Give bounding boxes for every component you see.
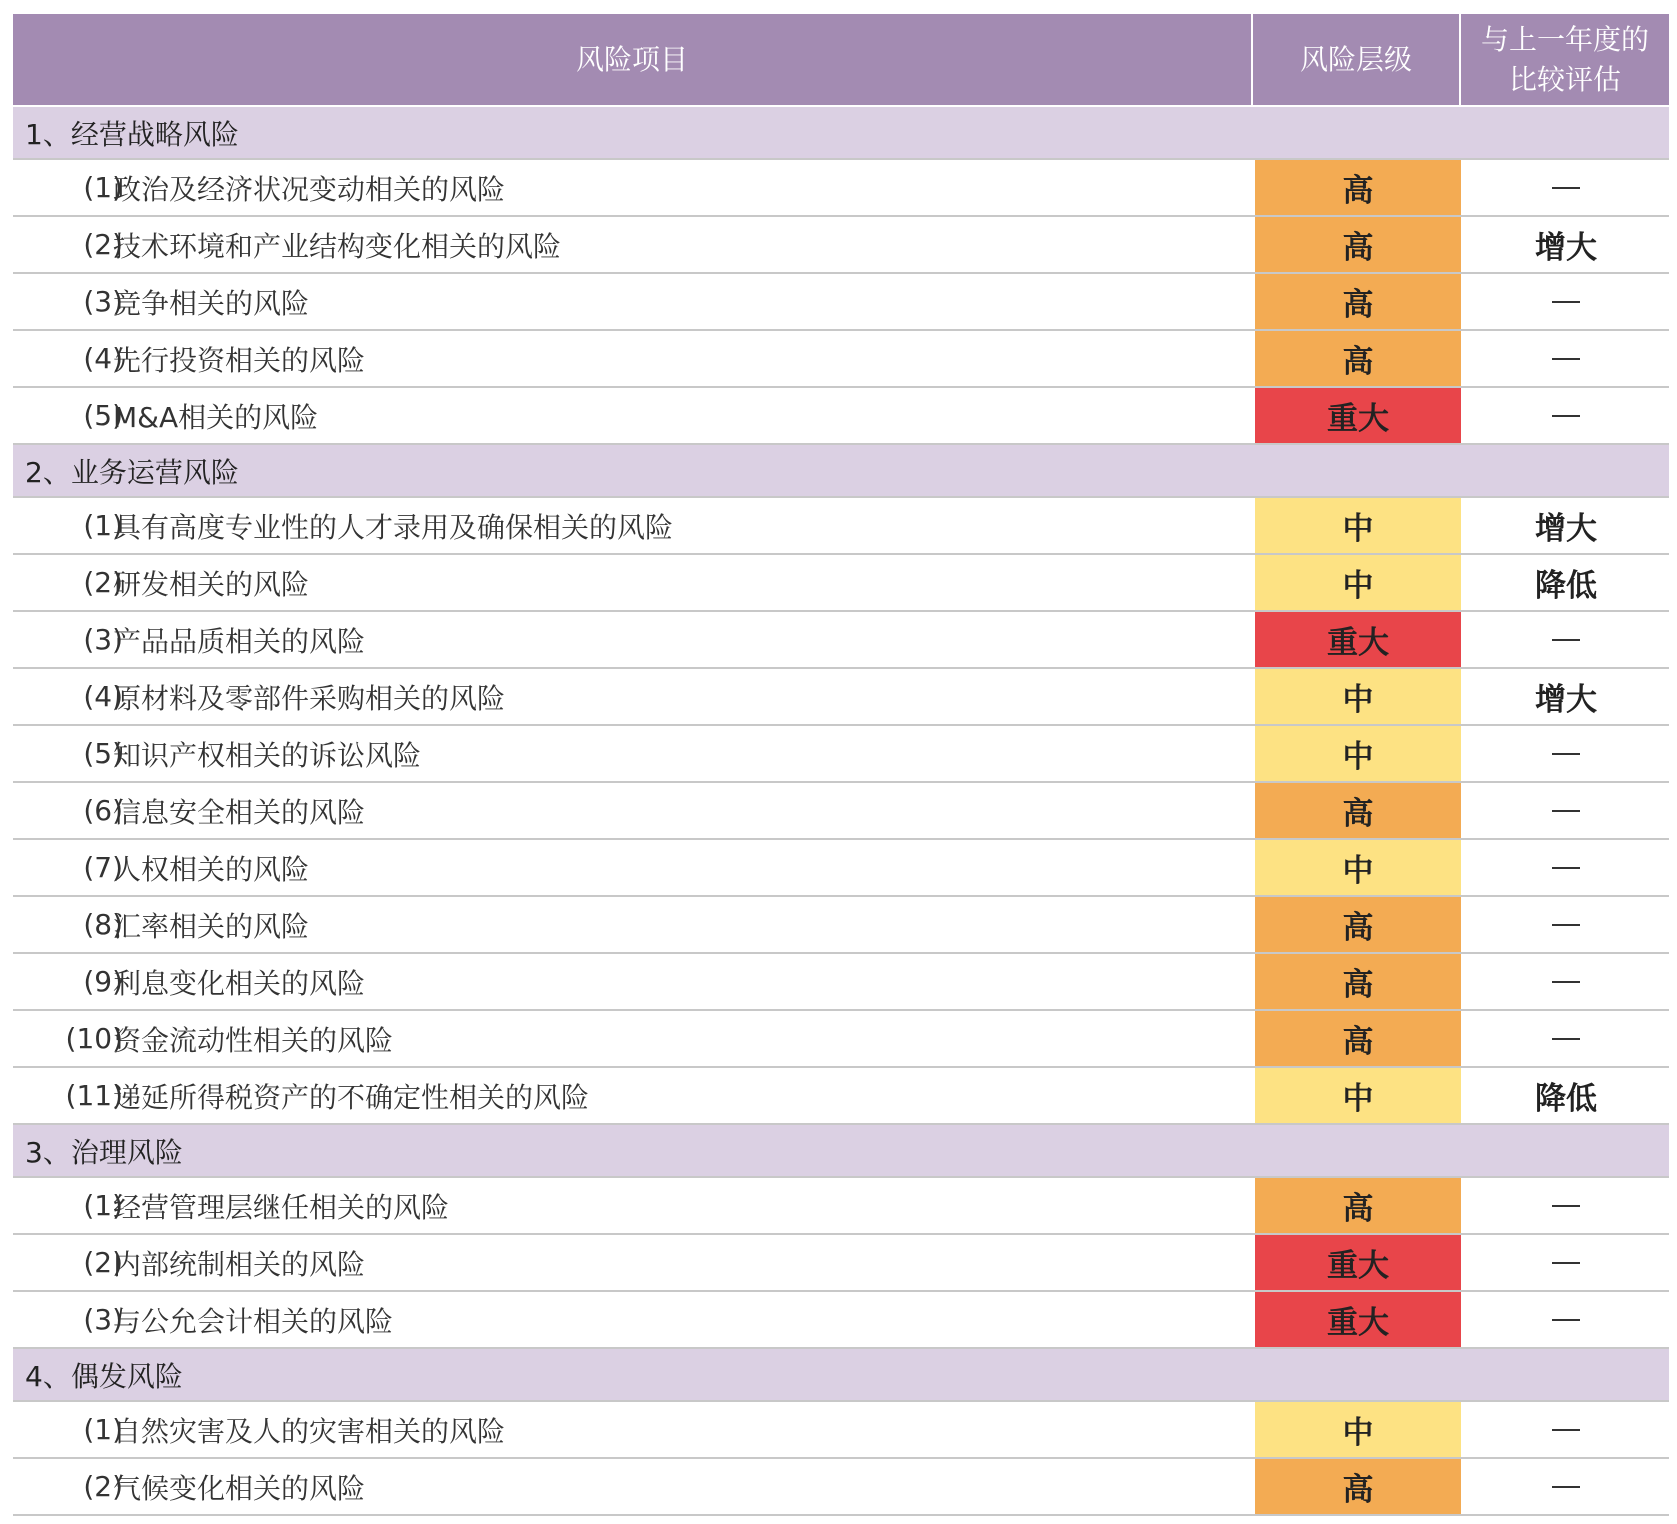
risk-level-badge: 中 <box>1255 498 1461 553</box>
change-label: 降低 <box>1535 1081 1597 1117</box>
risk-item-cell <box>13 498 1253 553</box>
risk-item-number: (5) <box>83 399 123 432</box>
no-change-dash <box>1552 1319 1580 1321</box>
no-change-dash <box>1552 810 1580 812</box>
risk-item-cell <box>13 726 1253 781</box>
table-row <box>13 840 1669 897</box>
table-row <box>13 1011 1669 1068</box>
risk-level-badge: 中 <box>1255 1402 1461 1457</box>
no-change-dash <box>1552 981 1580 983</box>
risk-item-label: 利息变化相关的风险 <box>113 966 366 1000</box>
risk-level-badge: 高 <box>1255 274 1461 329</box>
risk-item-label: 原材料及零部件采购相关的风险 <box>113 681 506 715</box>
no-change-dash <box>1552 1038 1580 1040</box>
risk-level-badge: 中 <box>1255 669 1461 724</box>
risk-item-number: (1) <box>83 509 123 542</box>
no-change-dash <box>1552 924 1580 926</box>
table-row <box>13 498 1669 555</box>
risk-item-number: (2) <box>83 228 123 261</box>
table-row <box>13 612 1669 669</box>
risk-table <box>13 14 1669 1516</box>
no-change-dash <box>1552 1429 1580 1431</box>
risk-item-cell <box>13 217 1253 272</box>
no-change-dash <box>1552 753 1580 755</box>
risk-item-number: (4) <box>83 342 123 375</box>
risk-item-number: (9) <box>83 965 123 998</box>
risk-item-number: (5) <box>83 737 123 770</box>
risk-item-number: (1) <box>83 171 123 204</box>
risk-item-cell <box>13 840 1253 895</box>
risk-item-label: 具有高度专业性的人才录用及确保相关的风险 <box>113 510 674 544</box>
section-header: 1、经营战略风险 <box>13 107 1669 160</box>
no-change-dash <box>1552 1205 1580 1207</box>
risk-item-cell <box>13 555 1253 610</box>
no-change-dash <box>1552 1486 1580 1488</box>
risk-level-badge: 中 <box>1255 555 1461 610</box>
risk-item-number: (10) <box>65 1022 123 1055</box>
risk-item-number: (3) <box>83 1303 123 1336</box>
no-change-dash <box>1552 358 1580 360</box>
header-compare-line2: 比较评估 <box>1508 62 1621 96</box>
yoy-change-cell <box>1463 274 1669 329</box>
risk-level-badge: 重大 <box>1255 388 1461 443</box>
no-change-dash <box>1552 1262 1580 1264</box>
change-label: 增大 <box>1535 230 1597 266</box>
risk-item-number: (3) <box>83 623 123 656</box>
risk-item-label: 政治及经济状况变动相关的风险 <box>113 172 506 206</box>
risk-item-label: 经营管理层继任相关的风险 <box>113 1190 450 1224</box>
header-yoy-compare <box>1461 14 1669 105</box>
risk-item-cell <box>13 669 1253 724</box>
table-row <box>13 274 1669 331</box>
yoy-change-cell <box>1463 217 1669 272</box>
risk-item-label: 气候变化相关的风险 <box>113 1471 366 1505</box>
risk-level-badge: 重大 <box>1255 612 1461 667</box>
risk-item-cell <box>13 954 1253 1009</box>
risk-item-label: 产品品质相关的风险 <box>113 624 366 658</box>
risk-item-number: (1) <box>83 1413 123 1446</box>
risk-item-label: 研发相关的风险 <box>113 567 310 601</box>
table-header <box>13 14 1669 107</box>
section-header: 2、业务运营风险 <box>13 445 1669 498</box>
section-header: 4、偶发风险 <box>13 1349 1669 1402</box>
risk-level-badge: 高 <box>1255 897 1461 952</box>
yoy-change-cell <box>1463 669 1669 724</box>
risk-item-label: M&A相关的风险 <box>113 400 319 434</box>
risk-level-badge: 重大 <box>1255 1235 1461 1290</box>
table-row <box>13 160 1669 217</box>
risk-level-badge: 高 <box>1255 783 1461 838</box>
risk-item-label: 汇率相关的风险 <box>113 909 310 943</box>
yoy-change-cell <box>1463 555 1669 610</box>
risk-item-number: (1) <box>83 1189 123 1222</box>
yoy-change-cell <box>1463 1402 1669 1457</box>
risk-item-cell <box>13 1235 1253 1290</box>
table-row <box>13 1292 1669 1349</box>
risk-level-badge: 高 <box>1255 1459 1461 1514</box>
yoy-change-cell <box>1463 840 1669 895</box>
risk-item-label: 资金流动性相关的风险 <box>113 1023 394 1057</box>
table-row <box>13 669 1669 726</box>
risk-item-label: 递延所得税资产的不确定性相关的风险 <box>113 1080 590 1114</box>
risk-item-cell <box>13 1178 1253 1233</box>
header-risk-item: 风险项目 <box>13 14 1253 105</box>
table-row <box>13 783 1669 840</box>
risk-item-label: 与公允会计相关的风险 <box>113 1304 394 1338</box>
risk-item-label: 技术环境和产业结构变化相关的风险 <box>113 229 562 263</box>
risk-item-label: 信息安全相关的风险 <box>113 795 366 829</box>
yoy-change-cell <box>1463 1178 1669 1233</box>
risk-item-label: 知识产权相关的诉讼风险 <box>113 738 422 772</box>
table-row <box>13 1235 1669 1292</box>
risk-item-number: (3) <box>83 285 123 318</box>
table-body <box>13 107 1669 1516</box>
risk-item-number: (7) <box>83 851 123 884</box>
risk-item-cell <box>13 1011 1253 1066</box>
yoy-change-cell <box>1463 954 1669 1009</box>
risk-item-number: (2) <box>83 1470 123 1503</box>
risk-level-badge: 中 <box>1255 726 1461 781</box>
risk-item-number: (2) <box>83 566 123 599</box>
risk-level-badge: 中 <box>1255 840 1461 895</box>
yoy-change-cell <box>1463 726 1669 781</box>
header-compare-line1: 与上一年度的 <box>1480 22 1649 56</box>
risk-item-cell <box>13 897 1253 952</box>
no-change-dash <box>1552 415 1580 417</box>
risk-level-badge: 高 <box>1255 1178 1461 1233</box>
risk-level-badge: 高 <box>1255 160 1461 215</box>
table-row <box>13 897 1669 954</box>
risk-item-number: (8) <box>83 908 123 941</box>
yoy-change-cell <box>1463 388 1669 443</box>
risk-item-label: 竞争相关的风险 <box>113 286 310 320</box>
no-change-dash <box>1552 187 1580 189</box>
risk-item-number: (11) <box>65 1079 123 1112</box>
risk-item-cell <box>13 612 1253 667</box>
risk-item-cell <box>13 160 1253 215</box>
table-row <box>13 1402 1669 1459</box>
header-risk-level: 风险层级 <box>1253 14 1461 105</box>
risk-item-cell <box>13 331 1253 386</box>
change-label: 降低 <box>1535 568 1597 604</box>
risk-item-cell <box>13 1402 1253 1457</box>
yoy-change-cell <box>1463 331 1669 386</box>
risk-level-badge: 重大 <box>1255 1292 1461 1347</box>
yoy-change-cell <box>1463 1068 1669 1123</box>
section-header: 3、治理风险 <box>13 1125 1669 1178</box>
table-row <box>13 1178 1669 1235</box>
risk-item-number: (2) <box>83 1246 123 1279</box>
table-row <box>13 1459 1669 1516</box>
risk-item-cell <box>13 388 1253 443</box>
yoy-change-cell <box>1463 1292 1669 1347</box>
risk-level-badge: 高 <box>1255 1011 1461 1066</box>
risk-level-badge: 高 <box>1255 217 1461 272</box>
risk-item-cell <box>13 274 1253 329</box>
table-row <box>13 954 1669 1011</box>
change-label: 增大 <box>1535 511 1597 547</box>
table-row <box>13 726 1669 783</box>
yoy-change-cell <box>1463 612 1669 667</box>
yoy-change-cell <box>1463 1011 1669 1066</box>
yoy-change-cell <box>1463 897 1669 952</box>
risk-item-label: 先行投资相关的风险 <box>113 343 366 377</box>
risk-item-cell <box>13 1068 1253 1123</box>
risk-item-number: (6) <box>83 794 123 827</box>
table-row <box>13 1068 1669 1125</box>
risk-item-cell <box>13 1292 1253 1347</box>
change-label: 增大 <box>1535 682 1597 718</box>
risk-item-cell <box>13 783 1253 838</box>
risk-item-label: 人权相关的风险 <box>113 852 310 886</box>
risk-item-label: 内部统制相关的风险 <box>113 1247 366 1281</box>
table-row <box>13 555 1669 612</box>
table-row <box>13 388 1669 445</box>
no-change-dash <box>1552 867 1580 869</box>
yoy-change-cell <box>1463 783 1669 838</box>
table-row <box>13 217 1669 274</box>
risk-level-badge: 高 <box>1255 954 1461 1009</box>
risk-level-badge: 中 <box>1255 1068 1461 1123</box>
risk-level-badge: 高 <box>1255 331 1461 386</box>
no-change-dash <box>1552 301 1580 303</box>
risk-item-cell <box>13 1459 1253 1514</box>
yoy-change-cell <box>1463 1235 1669 1290</box>
yoy-change-cell <box>1463 498 1669 553</box>
no-change-dash <box>1552 639 1580 641</box>
table-row <box>13 331 1669 388</box>
risk-item-number: (4) <box>83 680 123 713</box>
yoy-change-cell <box>1463 160 1669 215</box>
yoy-change-cell <box>1463 1459 1669 1514</box>
risk-item-label: 自然灾害及人的灾害相关的风险 <box>113 1414 506 1448</box>
